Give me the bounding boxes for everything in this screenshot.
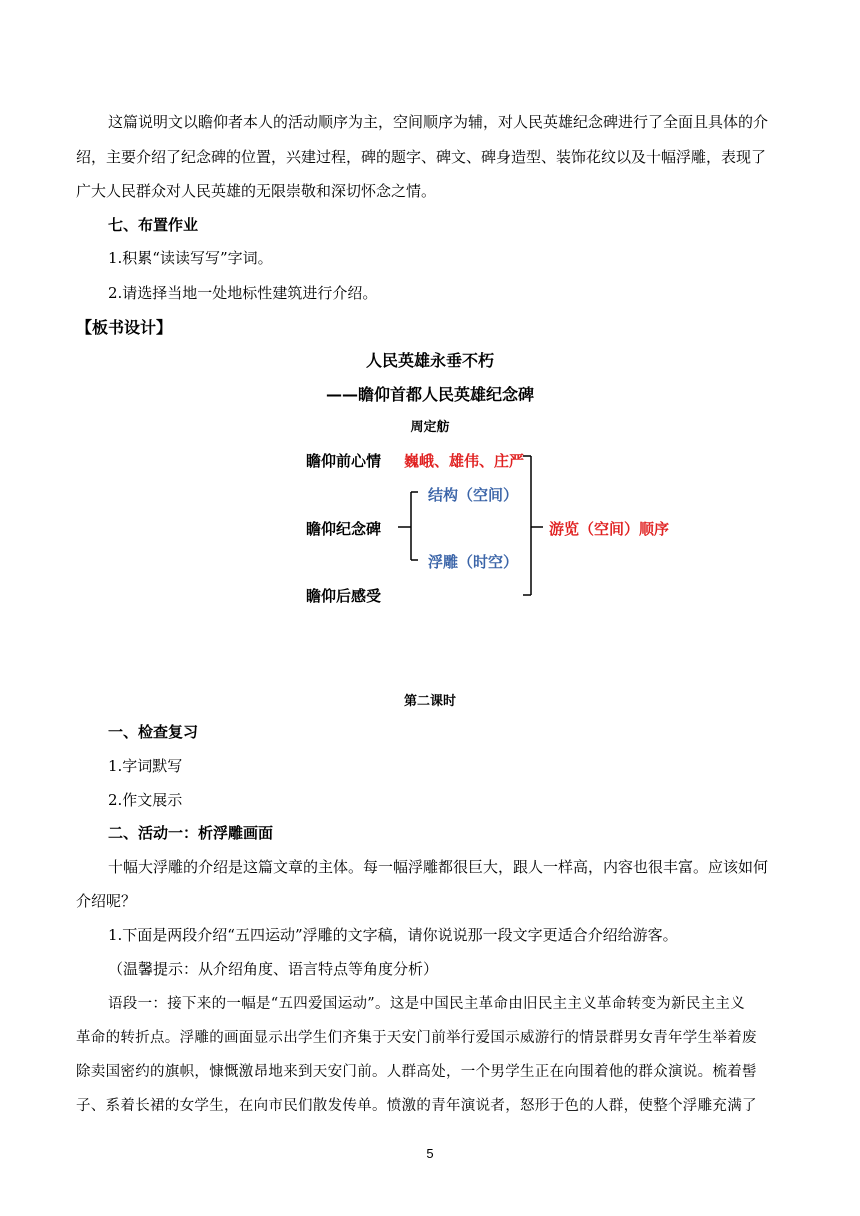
board-feeling: 巍峨、雄伟、庄严 xyxy=(404,452,525,470)
homework-heading: 七、布置作业 xyxy=(108,216,199,234)
review-heading: 一、检查复习 xyxy=(108,723,199,741)
board-subtitle: ——瞻仰首都人民英雄纪念碑 xyxy=(325,385,534,404)
homework-item-1: 1.积累“读读写写”字词。 xyxy=(108,249,273,267)
activity-heading: 二、活动一：析浮雕画面 xyxy=(108,824,274,842)
review-item-1: 1.字词默写 xyxy=(108,757,183,775)
board-relief: 浮雕（时空） xyxy=(428,553,519,571)
review-item-2: 2.作文展示 xyxy=(108,791,183,809)
hint-text: （温馨提示：从介绍角度、语言特点等角度分析） xyxy=(108,960,439,978)
para1-line-1: 这篇说明文以瞻仰者本人的活动顺序为主，空间顺序为辅，对人民英雄纪念碑进行了全面且具体的介 xyxy=(108,113,769,131)
board-section-heading: 【板书设计】 xyxy=(76,318,173,337)
board-title: 人民英雄永垂不朽 xyxy=(365,351,494,370)
board-left-before: 瞻仰前心情 xyxy=(306,452,382,470)
board-structure: 结构（空间） xyxy=(428,486,519,504)
lesson2-title: 第二课时 xyxy=(403,694,456,709)
passage-line-2: 革命的转折点。浮雕的画面显示出学生们齐集于天安门前举行爱国示威游行的情景群男女青年学生举着废 xyxy=(76,1030,757,1046)
intro-line-1: 十幅大浮雕的介绍是这篇文章的主体。每一幅浮雕都很巨大，跟人一样高，内容也很丰富。应该如何 xyxy=(108,858,769,876)
para1-line-2: 绍，主要介绍了纪念碑的位置，兴建过程，碑的题字、碑文、碑身造型、装饰花纹以及十幅浮雕，表现了 xyxy=(76,148,767,166)
passage-line-4: 子、系着长裙的女学生，在向市民们散发传单。愤激的青年演说者，怒形于色的人群，使整个浮雕充满了 xyxy=(76,1098,757,1114)
passage-line-1: 语段一：接下来的一幅是“五四爱国运动”。这是中国民主革命由旧民主主义革命转变为新民主主义 xyxy=(108,996,746,1012)
homework-item-2: 2.请选择当地一处地标性建筑进行介绍。 xyxy=(108,284,378,302)
board-order: 游览（空间）顺序 xyxy=(549,520,670,538)
task-text: 1.下面是两段介绍“五四运动”浮雕的文字稿，请你说说那一段文字更适合介绍给游客。 xyxy=(108,926,678,944)
board-left-after: 瞻仰后感受 xyxy=(306,587,382,605)
board-left-monument: 瞻仰纪念碑 xyxy=(306,520,382,538)
board-author: 周定舫 xyxy=(410,420,450,435)
page-number: 5 xyxy=(426,1146,434,1161)
passage-line-3: 除卖国密约的旗帜，慷慨激昂地来到天安门前。人群高处，一个男学生正在向围着他的群众演说。梳着髻 xyxy=(76,1064,757,1080)
para1-line-3: 广大人民群众对人民英雄的无限崇敬和深切怀念之情。 xyxy=(76,182,437,200)
intro-line-2: 介绍呢？ xyxy=(76,892,137,910)
